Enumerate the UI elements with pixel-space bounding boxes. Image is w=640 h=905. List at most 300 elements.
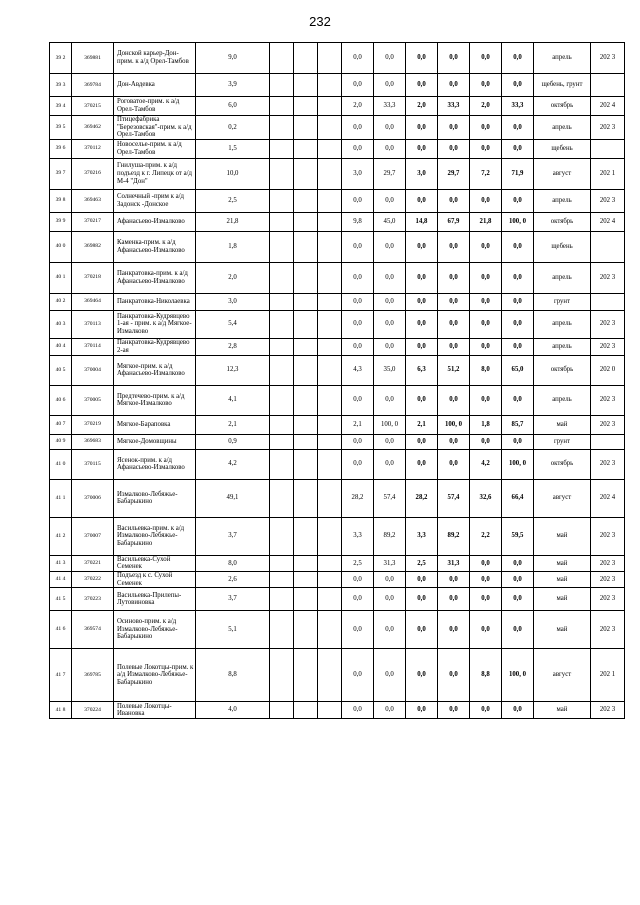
road-name: Гнилуша-прим. к а/д подъезд к г. Липецк от а/д М-4 "Дон" [114, 158, 196, 189]
road-name: Измалково-Лебяжье-Бабарыкино [114, 479, 196, 517]
value-cell: 3,3 [406, 517, 438, 555]
month-cell: октябрь [534, 212, 591, 231]
month-cell: октябрь [534, 97, 591, 116]
road-code: 369463 [72, 189, 114, 212]
road-length: 3,0 [196, 293, 270, 310]
row-number: 39 3 [50, 74, 72, 97]
month-cell: грунт [534, 293, 591, 310]
empty-cell [270, 449, 294, 479]
value-cell: 8,8 [470, 649, 502, 702]
table-row [50, 116, 625, 140]
value-cell: 0,0 [406, 262, 438, 293]
empty-cell [294, 517, 318, 555]
road-length: 2,0 [196, 262, 270, 293]
road-length: 1,8 [196, 231, 270, 262]
year-cell: 202 3 [591, 517, 625, 555]
row-number: 41 3 [50, 555, 72, 571]
empty-cell [270, 43, 294, 74]
value-cell: 0,0 [438, 588, 470, 611]
empty-cell [294, 571, 318, 587]
value-cell: 3,0 [342, 158, 374, 189]
year-cell: 202 3 [591, 310, 625, 338]
value-cell: 0,0 [406, 74, 438, 97]
road-code: 370215 [72, 97, 114, 116]
row-number: 41 4 [50, 571, 72, 587]
row-number: 40 7 [50, 415, 72, 434]
empty-cell [270, 338, 294, 355]
value-cell: 0,0 [374, 74, 406, 97]
road-code: 370216 [72, 158, 114, 189]
empty-cell [270, 571, 294, 587]
value-cell: 0,0 [470, 116, 502, 140]
road-name: Панкратовка-Кудрявцево 2-ая [114, 338, 196, 355]
road-length: 8,8 [196, 649, 270, 702]
road-length: 1,5 [196, 139, 270, 158]
empty-cell [270, 212, 294, 231]
value-cell: 6,3 [406, 355, 438, 385]
table-row [50, 74, 625, 97]
table-row [50, 649, 625, 702]
table-row [50, 434, 625, 449]
value-cell: 0,0 [438, 338, 470, 355]
table-row [50, 139, 625, 158]
value-cell: 0,0 [470, 434, 502, 449]
value-cell: 2,0 [470, 97, 502, 116]
empty-cell [270, 139, 294, 158]
value-cell: 0,0 [470, 189, 502, 212]
value-cell: 2,1 [342, 415, 374, 434]
row-number: 39 4 [50, 97, 72, 116]
road-code: 370005 [72, 385, 114, 415]
value-cell: 33,3 [374, 97, 406, 116]
value-cell: 0,0 [502, 588, 534, 611]
value-cell: 0,0 [502, 555, 534, 571]
road-code: 369462 [72, 116, 114, 140]
month-cell: грунт [534, 434, 591, 449]
roads-table [49, 42, 625, 719]
year-cell: 202 3 [591, 449, 625, 479]
road-code: 370113 [72, 310, 114, 338]
value-cell: 0,0 [438, 74, 470, 97]
value-cell: 0,0 [502, 310, 534, 338]
value-cell: 0,0 [470, 231, 502, 262]
empty-cell [318, 571, 342, 587]
value-cell: 0,0 [374, 571, 406, 587]
road-length: 5,1 [196, 611, 270, 649]
value-cell: 4,2 [470, 449, 502, 479]
value-cell: 0,0 [342, 116, 374, 140]
empty-cell [318, 434, 342, 449]
empty-cell [294, 189, 318, 212]
road-name: Дон-Авдевка [114, 74, 196, 97]
month-cell: апрель [534, 338, 591, 355]
value-cell: 100, 0 [438, 415, 470, 434]
row-number: 40 2 [50, 293, 72, 310]
value-cell: 14,8 [406, 212, 438, 231]
value-cell: 0,0 [470, 74, 502, 97]
table-row [50, 571, 625, 587]
empty-cell [318, 43, 342, 74]
value-cell: 0,0 [438, 310, 470, 338]
value-cell: 0,0 [502, 74, 534, 97]
empty-cell [270, 479, 294, 517]
empty-cell [270, 611, 294, 649]
empty-cell [270, 231, 294, 262]
year-cell: 202 4 [591, 212, 625, 231]
road-name: Осиново-прим. к а/д Измалково-Лебяжье-Бабарыкино [114, 611, 196, 649]
empty-cell [294, 116, 318, 140]
table-row [50, 555, 625, 571]
value-cell: 0,0 [438, 43, 470, 74]
value-cell: 0,0 [470, 555, 502, 571]
empty-cell [318, 479, 342, 517]
value-cell: 0,0 [438, 293, 470, 310]
value-cell: 0,0 [406, 449, 438, 479]
value-cell: 8,0 [470, 355, 502, 385]
value-cell: 0,0 [502, 338, 534, 355]
row-number: 39 7 [50, 158, 72, 189]
empty-cell [294, 262, 318, 293]
month-cell: август [534, 158, 591, 189]
value-cell: 0,0 [342, 385, 374, 415]
value-cell: 2,0 [342, 97, 374, 116]
road-length: 12,3 [196, 355, 270, 385]
value-cell: 0,0 [342, 231, 374, 262]
road-length: 9,0 [196, 43, 270, 74]
empty-cell [294, 649, 318, 702]
value-cell: 0,0 [406, 139, 438, 158]
empty-cell [318, 74, 342, 97]
row-number: 39 9 [50, 212, 72, 231]
table-row [50, 189, 625, 212]
value-cell: 33,3 [438, 97, 470, 116]
value-cell: 89,2 [438, 517, 470, 555]
value-cell: 0,0 [438, 649, 470, 702]
road-name: Новоселье-прим. к а/д Орел-Тамбов [114, 139, 196, 158]
empty-cell [294, 212, 318, 231]
value-cell: 0,0 [342, 649, 374, 702]
year-cell [591, 139, 625, 158]
road-code: 370217 [72, 212, 114, 231]
year-cell: 202 3 [591, 385, 625, 415]
month-cell: август [534, 649, 591, 702]
month-cell: апрель [534, 189, 591, 212]
value-cell: 0,0 [342, 262, 374, 293]
road-name: Полевые Локотцы-прим. к а/д Измалково-Лебяжье-Бабарыкино [114, 649, 196, 702]
row-number: 41 5 [50, 588, 72, 611]
month-cell: май [534, 702, 591, 719]
value-cell: 7,2 [470, 158, 502, 189]
empty-cell [294, 611, 318, 649]
value-cell: 0,0 [470, 262, 502, 293]
empty-cell [270, 116, 294, 140]
table-row [50, 293, 625, 310]
road-code: 369882 [72, 231, 114, 262]
year-cell: 202 3 [591, 262, 625, 293]
value-cell: 0,0 [470, 43, 502, 74]
road-code: 370222 [72, 571, 114, 587]
empty-cell [318, 555, 342, 571]
empty-cell [318, 517, 342, 555]
month-cell: май [534, 415, 591, 434]
road-name: Солнечный -прим к а/д Задонск -Донское [114, 189, 196, 212]
value-cell: 0,0 [374, 449, 406, 479]
value-cell: 0,0 [342, 74, 374, 97]
row-number: 41 7 [50, 649, 72, 702]
row-number: 39 6 [50, 139, 72, 158]
table-row [50, 702, 625, 719]
road-code: 370114 [72, 338, 114, 355]
empty-cell [294, 139, 318, 158]
value-cell: 0,0 [406, 649, 438, 702]
page-number: 232 [309, 14, 331, 29]
empty-cell [270, 158, 294, 189]
road-name: Афанасьево-Измалково [114, 212, 196, 231]
value-cell: 0,0 [438, 434, 470, 449]
year-cell: 202 3 [591, 43, 625, 74]
year-cell: 202 3 [591, 555, 625, 571]
year-cell: 202 3 [591, 588, 625, 611]
value-cell: 45,0 [374, 212, 406, 231]
value-cell: 29,7 [438, 158, 470, 189]
row-number: 41 0 [50, 449, 72, 479]
road-name: Птицефабрика "Березовская"-прим. к а/д Орел-Тамбов [114, 116, 196, 140]
empty-cell [318, 116, 342, 140]
value-cell: 2,5 [406, 555, 438, 571]
value-cell: 1,8 [470, 415, 502, 434]
road-length: 8,0 [196, 555, 270, 571]
value-cell: 67,9 [438, 212, 470, 231]
value-cell: 0,0 [438, 116, 470, 140]
empty-cell [318, 415, 342, 434]
value-cell: 0,0 [342, 189, 374, 212]
empty-cell [318, 449, 342, 479]
empty-cell [318, 158, 342, 189]
table-row [50, 385, 625, 415]
empty-cell [270, 355, 294, 385]
month-cell: апрель [534, 116, 591, 140]
empty-cell [294, 355, 318, 385]
empty-cell [294, 415, 318, 434]
value-cell: 4,3 [342, 355, 374, 385]
road-code: 369785 [72, 649, 114, 702]
empty-cell [294, 588, 318, 611]
month-cell: апрель [534, 385, 591, 415]
road-name: Каменка-прим. к а/д Афанасьево-Измалково [114, 231, 196, 262]
table-row [50, 262, 625, 293]
table-row [50, 517, 625, 555]
value-cell: 100, 0 [502, 212, 534, 231]
value-cell: 59,5 [502, 517, 534, 555]
row-number: 39 8 [50, 189, 72, 212]
empty-cell [294, 231, 318, 262]
month-cell: апрель [534, 262, 591, 293]
month-cell: щебень [534, 231, 591, 262]
month-cell: май [534, 555, 591, 571]
table-row [50, 588, 625, 611]
empty-cell [270, 310, 294, 338]
month-cell: май [534, 517, 591, 555]
value-cell: 3,3 [342, 517, 374, 555]
value-cell: 0,0 [502, 434, 534, 449]
value-cell: 0,0 [470, 702, 502, 719]
value-cell: 0,0 [374, 611, 406, 649]
empty-cell [318, 97, 342, 116]
road-length: 3,9 [196, 74, 270, 97]
value-cell: 2,0 [406, 97, 438, 116]
year-cell [591, 293, 625, 310]
empty-cell [294, 158, 318, 189]
value-cell: 0,0 [406, 310, 438, 338]
empty-cell [294, 702, 318, 719]
empty-cell [270, 293, 294, 310]
year-cell [591, 74, 625, 97]
value-cell: 28,2 [406, 479, 438, 517]
row-number: 41 2 [50, 517, 72, 555]
road-length: 4,2 [196, 449, 270, 479]
value-cell: 0,0 [502, 43, 534, 74]
empty-cell [318, 310, 342, 338]
empty-cell [318, 293, 342, 310]
road-length: 2,5 [196, 189, 270, 212]
value-cell: 0,0 [374, 649, 406, 702]
road-length: 3,7 [196, 517, 270, 555]
year-cell: 202 0 [591, 355, 625, 385]
value-cell: 85,7 [502, 415, 534, 434]
value-cell: 100, 0 [374, 415, 406, 434]
road-name: Роговатое-прим. к а/д Орел-Тамбов [114, 97, 196, 116]
value-cell: 31,3 [438, 555, 470, 571]
table-row [50, 158, 625, 189]
value-cell: 0,0 [374, 116, 406, 140]
table-row [50, 338, 625, 355]
value-cell: 0,0 [342, 43, 374, 74]
road-length: 21,8 [196, 212, 270, 231]
value-cell: 0,0 [374, 385, 406, 415]
row-number: 39 2 [50, 43, 72, 74]
table-row [50, 231, 625, 262]
month-cell: апрель [534, 310, 591, 338]
value-cell: 0,0 [374, 434, 406, 449]
road-name: Панкратовка-прим. к а/д Афанасьево-Измалково [114, 262, 196, 293]
road-name: Васильевка-Прилепы-Лутовиновка [114, 588, 196, 611]
value-cell: 71,9 [502, 158, 534, 189]
row-number: 40 3 [50, 310, 72, 338]
value-cell: 0,0 [342, 310, 374, 338]
value-cell: 0,0 [502, 293, 534, 310]
road-code: 370224 [72, 702, 114, 719]
value-cell: 0,0 [342, 449, 374, 479]
road-length: 2,6 [196, 571, 270, 587]
value-cell: 0,0 [374, 588, 406, 611]
road-code: 369464 [72, 293, 114, 310]
value-cell: 51,2 [438, 355, 470, 385]
value-cell: 35,0 [374, 355, 406, 385]
row-number: 40 0 [50, 231, 72, 262]
road-name: Мягкое-Бараповка [114, 415, 196, 434]
empty-cell [270, 385, 294, 415]
empty-cell [294, 97, 318, 116]
value-cell: 0,0 [470, 571, 502, 587]
value-cell: 9,8 [342, 212, 374, 231]
value-cell: 0,0 [406, 189, 438, 212]
road-name: Ясенок-прим. к а/д Афанасьево-Измалково [114, 449, 196, 479]
road-name: Мягкое-прим. к а/д Афанасьево-Измалково [114, 355, 196, 385]
empty-cell [318, 139, 342, 158]
road-length: 49,1 [196, 479, 270, 517]
empty-cell [318, 355, 342, 385]
empty-cell [318, 611, 342, 649]
road-length: 4,1 [196, 385, 270, 415]
road-length: 4,0 [196, 702, 270, 719]
table-row [50, 611, 625, 649]
table-row [50, 479, 625, 517]
road-code: 370219 [72, 415, 114, 434]
value-cell: 0,0 [438, 571, 470, 587]
road-code: 369574 [72, 611, 114, 649]
value-cell: 0,0 [342, 702, 374, 719]
year-cell: 202 3 [591, 189, 625, 212]
value-cell: 100, 0 [502, 449, 534, 479]
road-length: 2,1 [196, 415, 270, 434]
empty-cell [270, 415, 294, 434]
row-number: 40 9 [50, 434, 72, 449]
row-number: 40 4 [50, 338, 72, 355]
table-row [50, 310, 625, 338]
empty-cell [318, 231, 342, 262]
month-cell: октябрь [534, 355, 591, 385]
value-cell: 0,0 [342, 293, 374, 310]
empty-cell [270, 74, 294, 97]
empty-cell [294, 449, 318, 479]
year-cell: 202 3 [591, 116, 625, 140]
value-cell: 0,0 [374, 293, 406, 310]
value-cell: 0,0 [502, 231, 534, 262]
row-number: 41 1 [50, 479, 72, 517]
empty-cell [294, 293, 318, 310]
value-cell: 0,0 [502, 139, 534, 158]
table-row [50, 212, 625, 231]
road-name: Васильевка-прим. к а/д Измалково-Лебяжье-Бабарыкино [114, 517, 196, 555]
empty-cell [318, 212, 342, 231]
empty-cell [294, 434, 318, 449]
value-cell: 0,0 [406, 338, 438, 355]
value-cell: 0,0 [502, 189, 534, 212]
year-cell: 202 3 [591, 571, 625, 587]
value-cell: 3,0 [406, 158, 438, 189]
value-cell: 0,0 [438, 262, 470, 293]
value-cell: 0,0 [374, 338, 406, 355]
empty-cell [270, 262, 294, 293]
value-cell: 0,0 [406, 293, 438, 310]
road-code: 370115 [72, 449, 114, 479]
row-number: 41 6 [50, 611, 72, 649]
empty-cell [270, 702, 294, 719]
value-cell: 32,6 [470, 479, 502, 517]
road-length: 10,0 [196, 158, 270, 189]
value-cell: 0,0 [342, 611, 374, 649]
value-cell: 0,0 [406, 116, 438, 140]
empty-cell [318, 702, 342, 719]
road-code: 369881 [72, 43, 114, 74]
road-length: 0,2 [196, 116, 270, 140]
value-cell: 21,8 [470, 212, 502, 231]
year-cell: 202 1 [591, 158, 625, 189]
road-code: 370004 [72, 355, 114, 385]
value-cell: 0,0 [374, 139, 406, 158]
month-cell: щебень, грунт [534, 74, 591, 97]
road-code: 370223 [72, 588, 114, 611]
